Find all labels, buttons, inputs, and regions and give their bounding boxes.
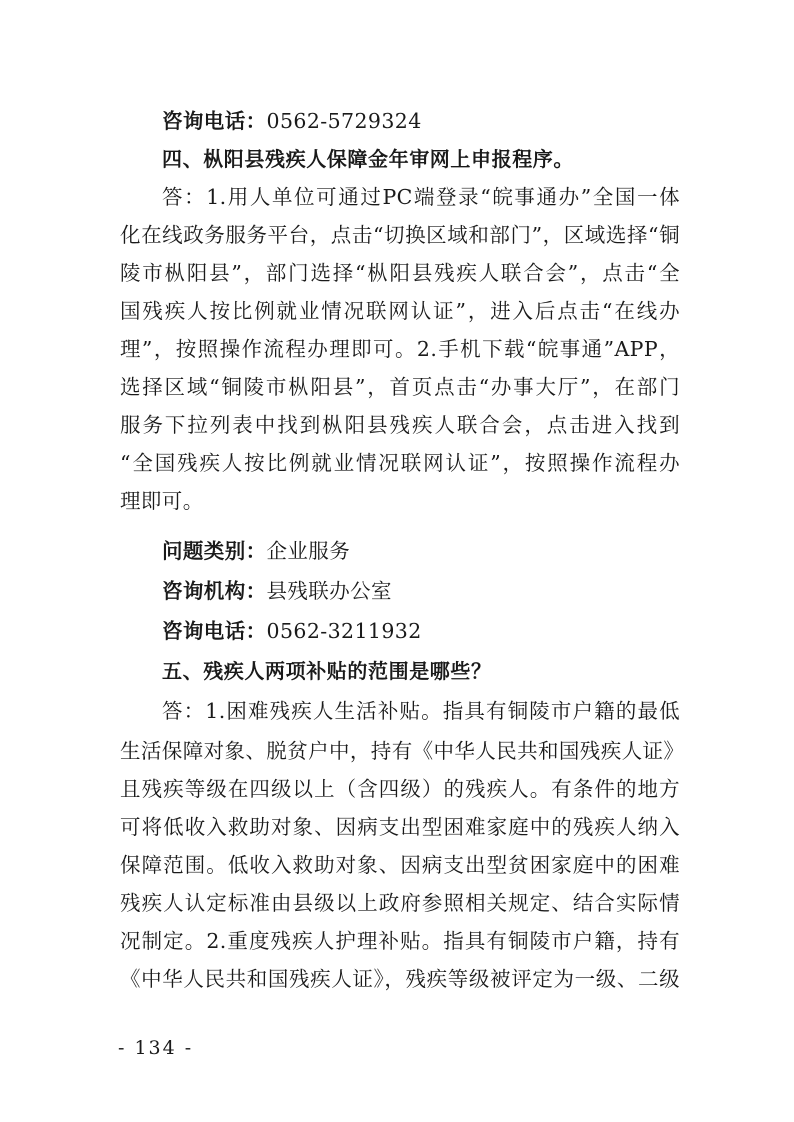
consult-phone-line: [162, 618, 680, 644]
section-4-answer-line: 答：1.用人单位可通过PC端登录“皖事通办”全国一体: [162, 185, 680, 209]
page-number: - 134 -: [118, 1037, 194, 1059]
section-5-answer-line: 可将低收入救助对象、因病支出型困难家庭中的残疾人纳入: [120, 815, 680, 839]
question-category-label: 问题类别：: [162, 539, 267, 563]
consult-org-line: [162, 578, 680, 604]
consult-phone-line: [162, 108, 680, 134]
section-5-answer-line: 答：1.困难残疾人生活补贴。指具有铜陵市户籍的最低: [162, 699, 680, 723]
section-4-answer-line: 陵市枞阳县”，部门选择“枞阳县残疾人联合会”，点击“全: [120, 261, 680, 285]
section-4-answer-line: “全国残疾人按比例就业情况联网认证”，按照操作流程办: [120, 451, 680, 475]
section-5-answer-line: 且残疾等级在四级以上（含四级）的残疾人。有条件的地方: [120, 777, 680, 801]
consult-phone-label: 咨询电话：: [162, 619, 267, 643]
section-5-heading: 五、残疾人两项补贴的范围是哪些？: [162, 659, 492, 683]
section-4-answer-line: 国残疾人按比例就业情况联网认证”，进入后点击“在线办: [120, 299, 680, 323]
consult-phone-value: 0562-5729324: [266, 109, 422, 133]
section-5-answer-line: 况制定。2.重度残疾人护理补贴。指具有铜陵市户籍，持有: [120, 929, 680, 953]
section-4-answer-line: 理”，按照操作流程办理即可。2.手机下载“皖事通”APP，: [120, 337, 680, 361]
consult-org-value: 县残联办公室: [266, 579, 392, 603]
consult-phone-label: 咨询电话：: [162, 109, 267, 133]
section-5-answer-line: 生活保障对象、脱贫户中，持有《中华人民共和国残疾人证》: [120, 739, 685, 763]
section-4-answer-line: 理即可。: [120, 489, 204, 513]
consult-org-label: 咨询机构：: [162, 579, 267, 603]
consult-phone-value: 0562-3211932: [266, 619, 422, 643]
section-5-answer-line: 保障范围。低收入救助对象、因病支出型贫困家庭中的困难: [120, 853, 680, 877]
section-5-answer-line: 《中华人民共和国残疾人证》，残疾等级被评定为一级、二级: [120, 967, 680, 991]
section-4-heading: 四、枞阳县残疾人保障金年审网上申报程序。: [162, 147, 574, 171]
section-4-answer-line: 服务下拉列表中找到枞阳县残疾人联合会，点击进入找到: [120, 413, 680, 437]
section-4-answer-line: 选择区域“铜陵市枞阳县”，首页点击“办事大厅”，在部门: [120, 375, 680, 399]
section-4-answer-line: 化在线政务服务平台，点击“切换区域和部门”，区域选择“铜: [120, 223, 680, 247]
section-5-answer-line: 残疾人认定标准由县级以上政府参照相关规定、结合实际情: [120, 891, 680, 915]
question-category-line: [162, 538, 680, 564]
question-category-value: 企业服务: [266, 539, 351, 563]
